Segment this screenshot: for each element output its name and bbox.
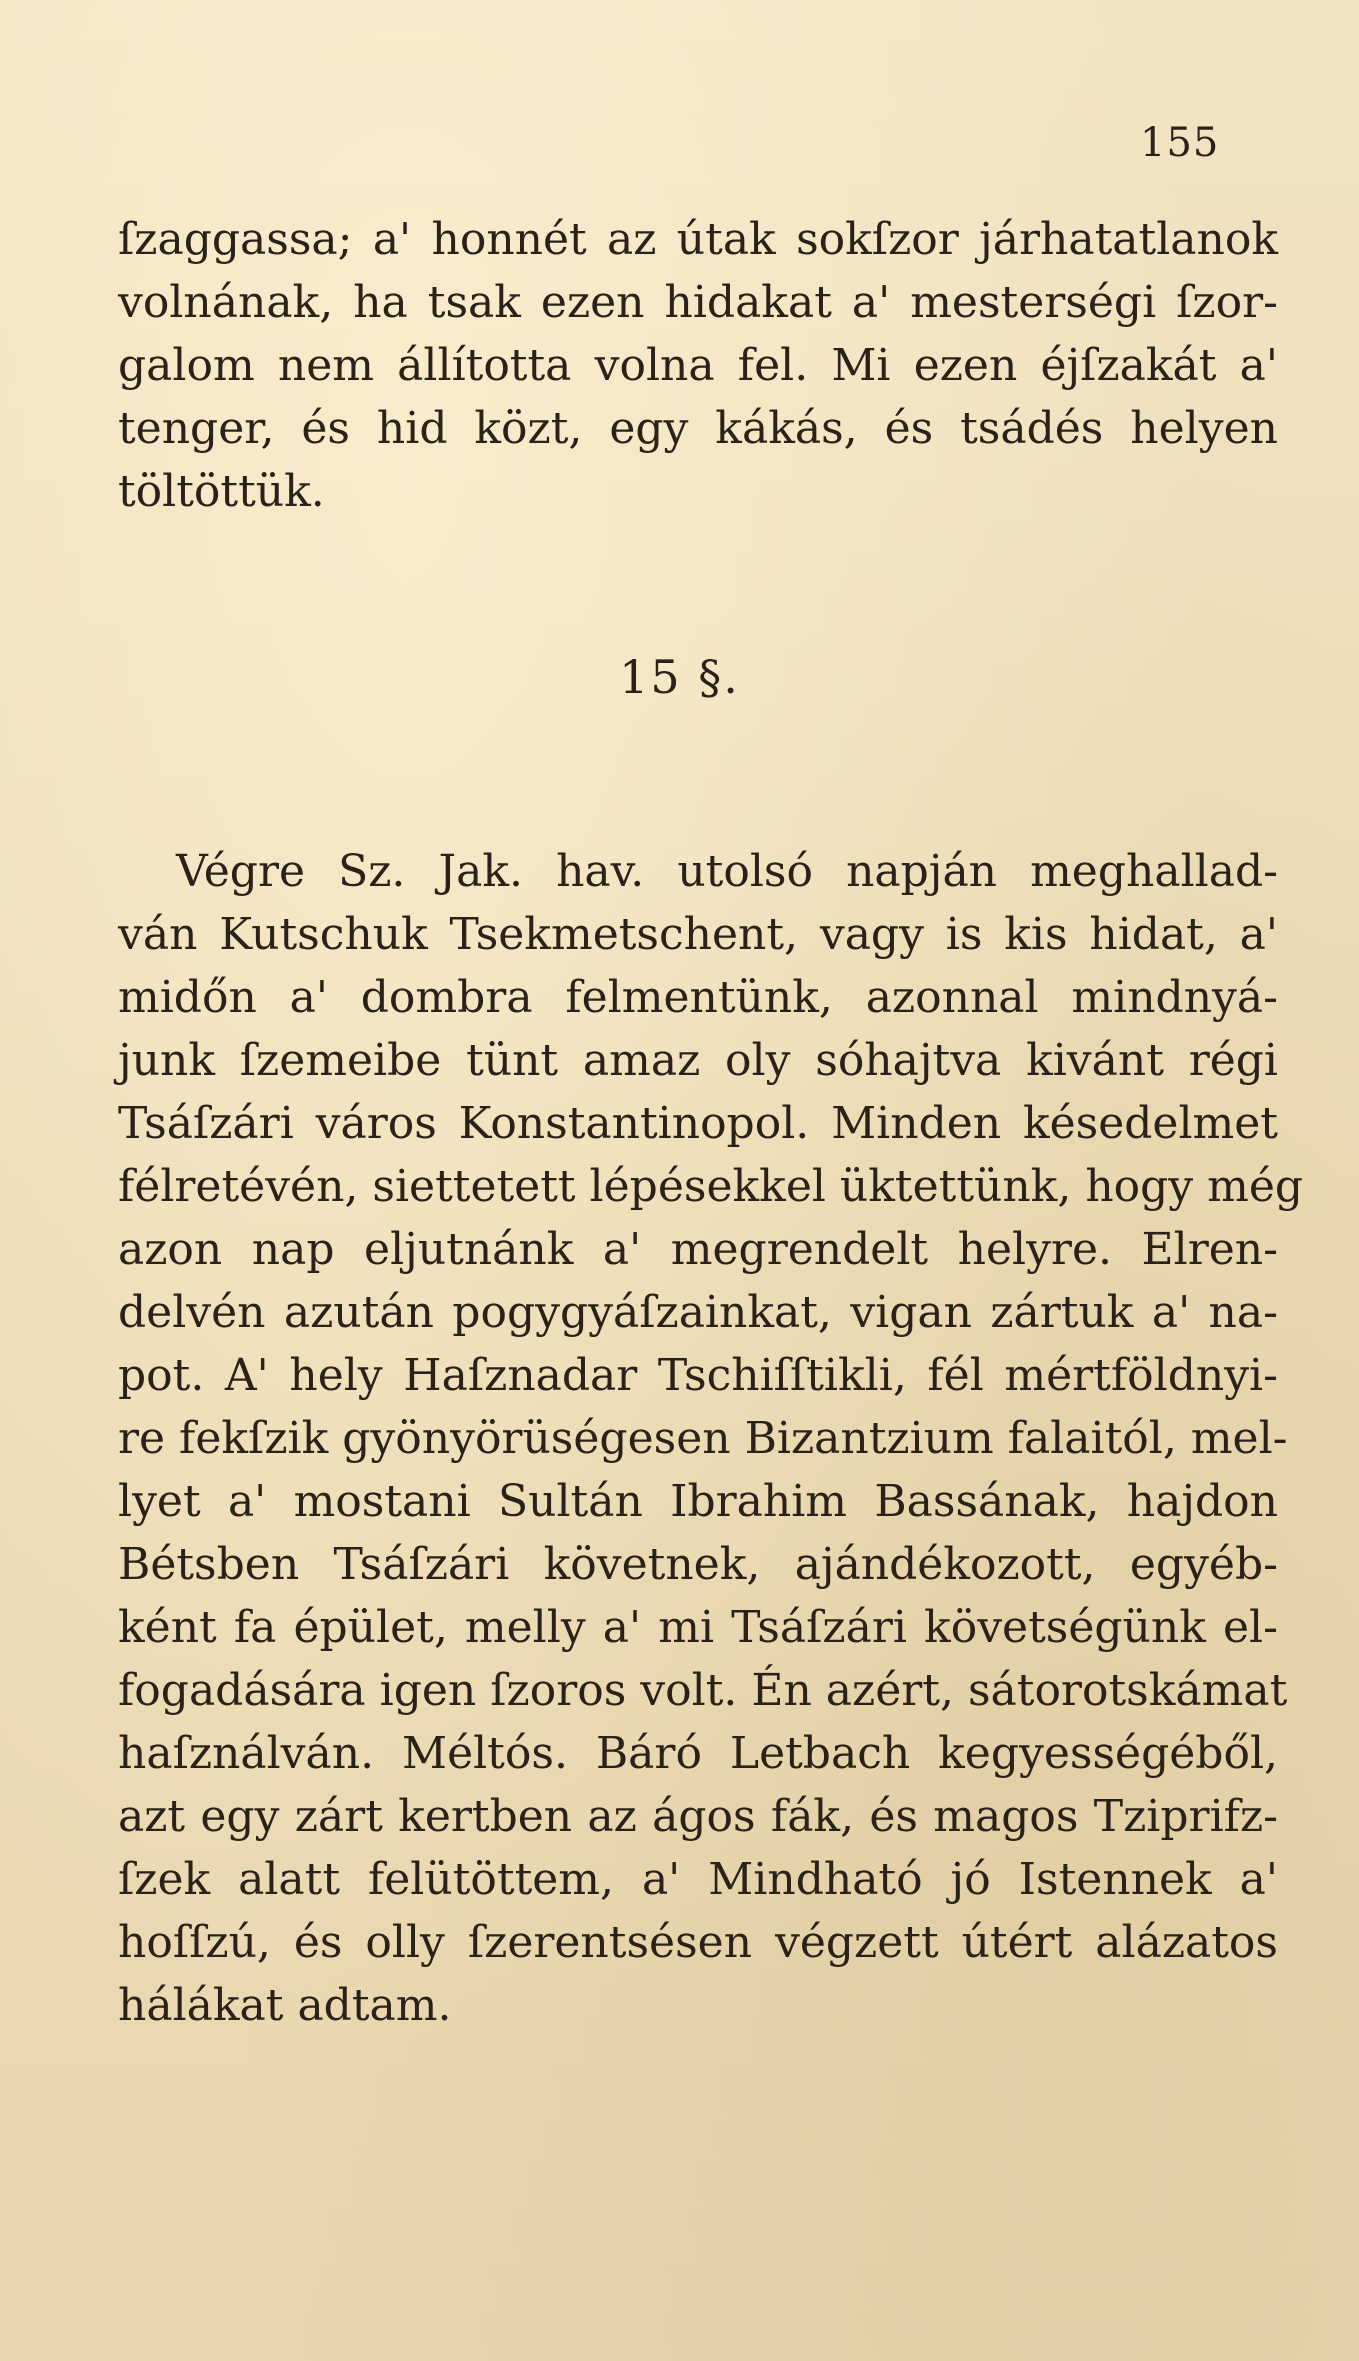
text-line: haſználván. Méltós. Báró Letbach kegyességéből,: [118, 1728, 1278, 1779]
text-line: fogadására igen ſzoros volt. Én azért, sátorotskámat: [118, 1665, 1288, 1716]
text-line: pot. A' hely Haſznadar Tschiſſtikli, fél mértföldnyi-: [118, 1350, 1278, 1401]
text-line: ként fa épület, melly a' mi Tsáſzári követségünk el-: [118, 1602, 1278, 1653]
page-number: 155: [1140, 120, 1220, 166]
text-line: ſzek alatt felütöttem, a' Mindható jó Istennek a': [118, 1854, 1278, 1905]
text-line: félretévén, siettetett lépésekkel üktettünk, hogy még: [118, 1161, 1304, 1212]
paragraph-1: [118, 208, 1278, 523]
text-line: töltöttük.: [118, 466, 325, 517]
text-line: Tsáſzári város Konstantinopol. Minden késedelmet: [118, 1098, 1278, 1149]
text-line: re fekſzik gyönyörüségesen Bizantzium falaitól, mel-: [118, 1413, 1288, 1464]
text-line: tenger, és hid közt, egy kákás, és tsádés helyen: [118, 403, 1278, 454]
text-line: ſzaggassa; a' honnét az útak sokſzor járhatatlanok: [118, 214, 1278, 265]
text-line: lyet a' mostani Sultán Ibrahim Bassának, hajdon: [118, 1476, 1278, 1527]
paragraph-2: [118, 840, 1304, 2037]
section-heading: 15 §.: [619, 650, 740, 704]
text-line: volnának, ha tsak ezen hidakat a' mesterségi ſzor-: [118, 277, 1278, 328]
text-line: Bétsben Tsáſzári követnek, ajándékozott, egyéb-: [118, 1539, 1278, 1590]
text-line: hoſſzú, és olly ſzerentsésen végzett útért alázatos: [118, 1917, 1278, 1968]
text-line: azt egy zárt kertben az ágos fák, és magos Tziprifz-: [118, 1791, 1278, 1842]
text-line: Végre Sz. Jak. hav. utolsó napján meghallad-: [176, 846, 1278, 897]
text-line: azon nap eljutnánk a' megrendelt helyre. Elren-: [118, 1224, 1278, 1275]
text-line: hálákat adtam.: [118, 1980, 452, 2031]
text-line: galom nem állította volna fel. Mi ezen éjſzakát a': [118, 340, 1278, 391]
text-line: ván Kutschuk Tsekmetschent, vagy is kis hidat, a': [118, 909, 1278, 960]
text-line: delvén azután pogygyáſzainkat, vigan zártuk a' na-: [118, 1287, 1278, 1338]
text-line: junk ſzemeibe tünt amaz oly sóhajtva kivánt régi: [118, 1035, 1278, 1086]
text-line: midőn a' dombra felmentünk, azonnal mindnyá-: [118, 972, 1278, 1023]
